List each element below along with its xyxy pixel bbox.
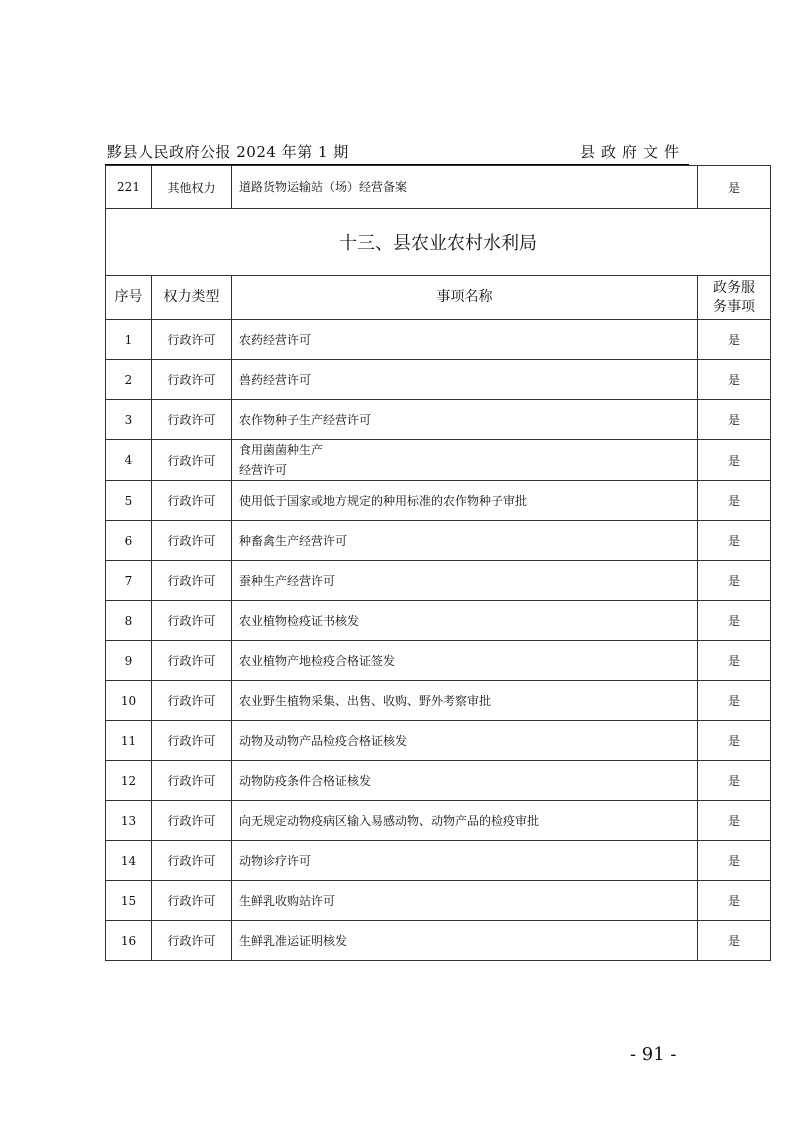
section-label: 县政府文件	[580, 143, 686, 161]
service-flag: 是	[698, 400, 771, 440]
table-row	[106, 801, 771, 841]
row-number: 15	[106, 881, 152, 921]
power-type: 行政许可	[152, 400, 232, 440]
power-list-table	[105, 165, 771, 961]
service-flag: 是	[698, 601, 771, 641]
row-number: 16	[106, 921, 152, 961]
service-flag: 是	[698, 481, 771, 521]
row-number: 7	[106, 561, 152, 601]
power-type: 行政许可	[152, 681, 232, 721]
row-number: 11	[106, 721, 152, 761]
row-number: 6	[106, 521, 152, 561]
table-row	[106, 166, 771, 209]
col-header-service	[698, 276, 771, 320]
column-header-row	[106, 276, 771, 320]
publication-title: 黟县人民政府公报 2024 年第 1 期	[107, 143, 349, 161]
table-row	[106, 521, 771, 561]
row-number: 221	[106, 166, 152, 209]
item-name: 道路货物运输站（场）经营备案	[232, 166, 698, 209]
power-type: 行政许可	[152, 921, 232, 961]
item-name: 农业野生植物采集、出售、收购、野外考察审批	[232, 681, 698, 721]
power-type: 其他权力	[152, 166, 232, 209]
item-name: 动物防疫条件合格证核发	[232, 761, 698, 801]
row-number: 4	[106, 440, 152, 481]
item-name: 蚕种生产经营许可	[232, 561, 698, 601]
table-row	[106, 440, 771, 481]
item-name	[232, 440, 698, 481]
power-type: 行政许可	[152, 320, 232, 360]
table-row	[106, 761, 771, 801]
item-name: 种畜禽生产经营许可	[232, 521, 698, 561]
row-number: 3	[106, 400, 152, 440]
power-type: 行政许可	[152, 440, 232, 481]
service-flag: 是	[698, 561, 771, 601]
service-flag: 是	[698, 921, 771, 961]
power-type: 行政许可	[152, 561, 232, 601]
power-type: 行政许可	[152, 521, 232, 561]
table-row	[106, 881, 771, 921]
table-row	[106, 721, 771, 761]
item-name: 使用低于国家或地方规定的种用标准的农作物种子审批	[232, 481, 698, 521]
power-type: 行政许可	[152, 801, 232, 841]
item-name: 农业植物检疫证书核发	[232, 601, 698, 641]
power-type: 行政许可	[152, 761, 232, 801]
table-row	[106, 681, 771, 721]
table-row	[106, 400, 771, 440]
row-number: 1	[106, 320, 152, 360]
service-flag: 是	[698, 440, 771, 481]
table-row	[106, 601, 771, 641]
power-type: 行政许可	[152, 601, 232, 641]
row-number: 2	[106, 360, 152, 400]
item-name: 农作物种子生产经营许可	[232, 400, 698, 440]
service-flag: 是	[698, 641, 771, 681]
row-number: 14	[106, 841, 152, 881]
service-flag: 是	[698, 721, 771, 761]
power-type: 行政许可	[152, 881, 232, 921]
page-number: - 91 -	[630, 1044, 677, 1065]
power-type: 行政许可	[152, 841, 232, 881]
table-row	[106, 841, 771, 881]
service-flag: 是	[698, 801, 771, 841]
table-row	[106, 481, 771, 521]
row-number: 9	[106, 641, 152, 681]
col-header-no: 序号	[106, 276, 152, 320]
section-title: 十三、县农业农村水利局	[106, 209, 771, 276]
table-row	[106, 320, 771, 360]
service-flag: 是	[698, 841, 771, 881]
item-name-line: 经营许可	[239, 463, 288, 477]
col-header-service-text: 政务服务事项	[713, 279, 755, 315]
service-flag: 是	[698, 681, 771, 721]
table-row	[106, 561, 771, 601]
power-type: 行政许可	[152, 641, 232, 681]
row-number: 5	[106, 481, 152, 521]
item-name: 生鲜乳准运证明核发	[232, 921, 698, 961]
service-flag: 是	[698, 881, 771, 921]
table-row	[106, 921, 771, 961]
item-name: 农药经营许可	[232, 320, 698, 360]
power-type: 行政许可	[152, 360, 232, 400]
power-type: 行政许可	[152, 481, 232, 521]
item-name: 动物诊疗许可	[232, 841, 698, 881]
service-flag: 是	[698, 166, 771, 209]
item-name-line: 食用菌菌种生产	[239, 443, 324, 457]
service-flag: 是	[698, 521, 771, 561]
service-flag: 是	[698, 360, 771, 400]
row-number: 8	[106, 601, 152, 641]
col-header-name: 事项名称	[232, 276, 698, 320]
table-row	[106, 360, 771, 400]
item-name: 兽药经营许可	[232, 360, 698, 400]
item-name: 向无规定动物疫病区输入易感动物、动物产品的检疫审批	[232, 801, 698, 841]
table-row	[106, 641, 771, 681]
service-flag: 是	[698, 761, 771, 801]
item-name: 动物及动物产品检疫合格证核发	[232, 721, 698, 761]
power-type: 行政许可	[152, 721, 232, 761]
item-name: 生鲜乳收购站许可	[232, 881, 698, 921]
item-name: 农业植物产地检疫合格证签发	[232, 641, 698, 681]
section-header-row	[106, 209, 771, 276]
row-number: 12	[106, 761, 152, 801]
row-number: 13	[106, 801, 152, 841]
service-flag: 是	[698, 320, 771, 360]
col-header-type: 权力类型	[152, 276, 232, 320]
row-number: 10	[106, 681, 152, 721]
